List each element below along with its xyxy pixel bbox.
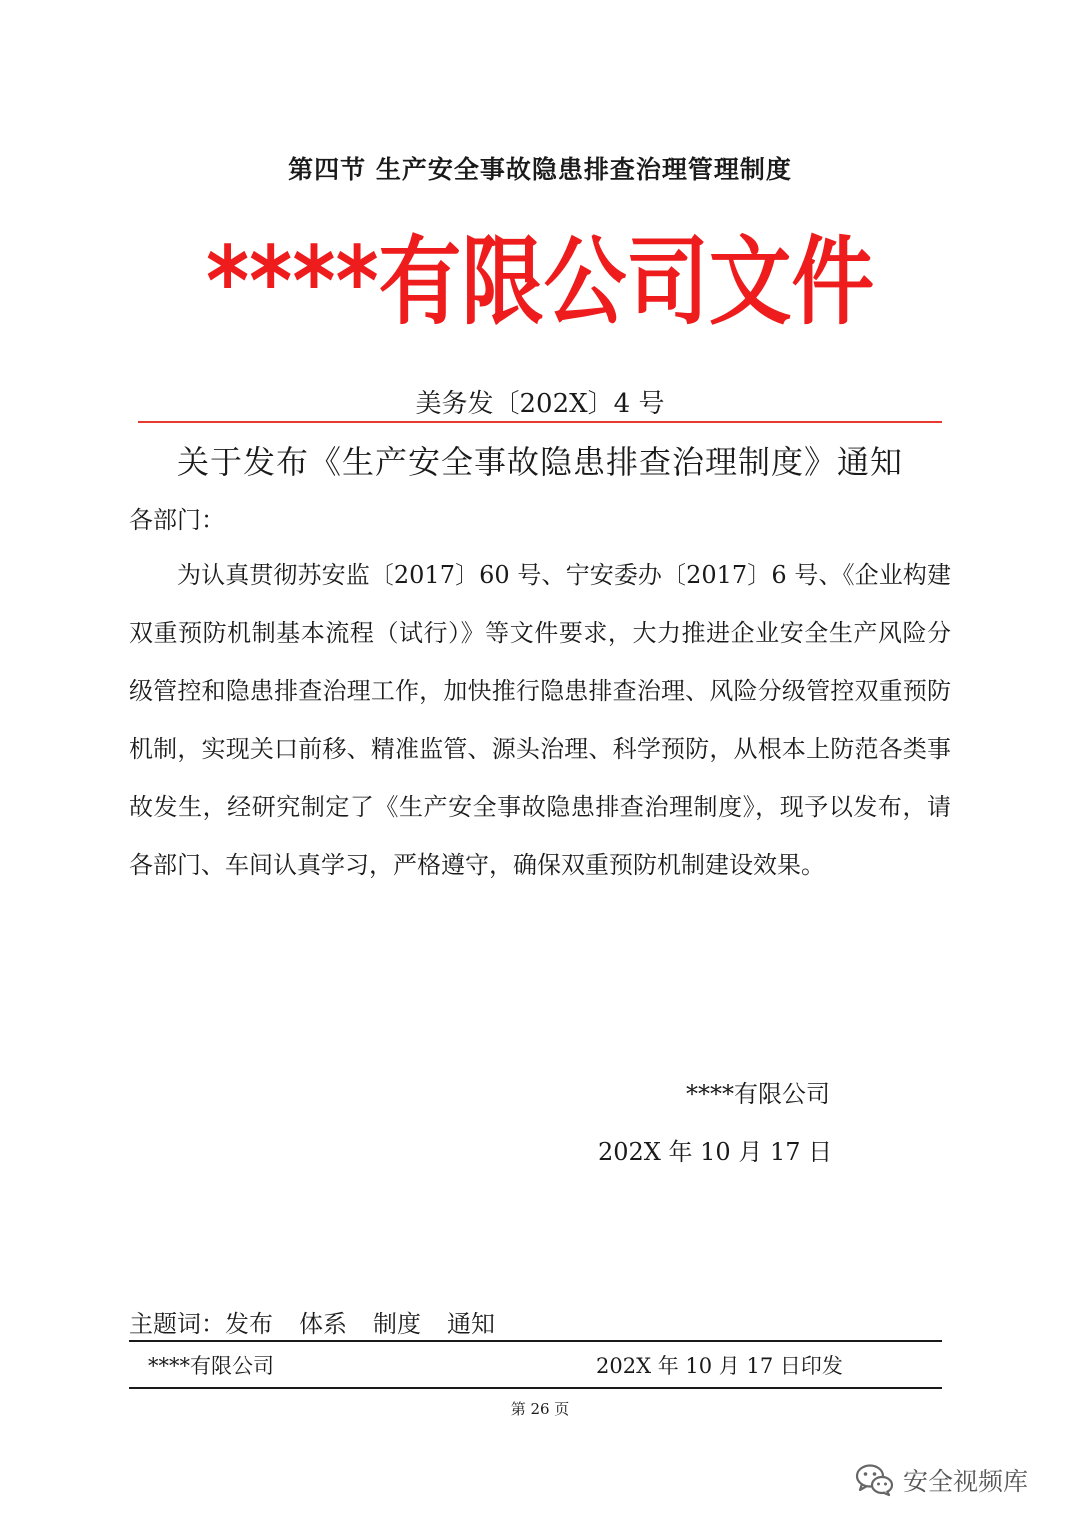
wechat-icon bbox=[855, 1463, 895, 1497]
footer-top-rule bbox=[129, 1340, 942, 1342]
salutation: 各部门： bbox=[129, 506, 225, 534]
subject-keyword: 制度 bbox=[373, 1310, 421, 1338]
section-title: 第四节 生产安全事故隐患排查治理管理制度 bbox=[288, 155, 792, 184]
red-document-header: ****有限公司文件 bbox=[205, 226, 875, 338]
subject-keyword: 发布 bbox=[225, 1310, 273, 1338]
subject-keywords bbox=[129, 1304, 521, 1339]
signature-date: 202X 年 10 月 17 日 bbox=[598, 1138, 833, 1166]
red-divider-line bbox=[138, 421, 942, 423]
footer-company: ****有限公司 bbox=[148, 1354, 274, 1378]
watermark bbox=[855, 1462, 1028, 1498]
watermark-text: 安全视频库 bbox=[903, 1467, 1029, 1496]
notice-title: 关于发布《生产安全事故隐患排查治理制度》通知 bbox=[176, 443, 903, 481]
signature-company: ****有限公司 bbox=[686, 1080, 830, 1108]
footer-bottom-rule bbox=[129, 1387, 942, 1389]
subject-label: 主题词： bbox=[129, 1310, 225, 1338]
document-number: 美务发〔202X〕4 号 bbox=[415, 389, 665, 419]
page-number: 第 26 页 bbox=[510, 1400, 570, 1418]
body-paragraph: 为认真贯彻苏安监〔2017〕60 号、宁安委办〔2017〕6 号、《企业构建双重预防机制基本流程（试行）》等文件要求，大力推进企业安全生产风险分级管控和隐患排查治理工作，加快推行隐患排查治理、风险分级管控双重预防机制，实现关口前移、精准监管、源头治理、科学预防，从根本上防范各类事故发生，经研究制定了《生产安全事故隐患排查治理制度》，现予以发布，请各部门、车间认真学习，严格遵守，确保双重预防机制建设效果。 bbox=[129, 561, 951, 879]
subject-keyword: 体系 bbox=[299, 1310, 347, 1338]
subject-keyword: 通知 bbox=[447, 1310, 495, 1338]
footer-print-date: 202X 年 10 月 17 日印发 bbox=[596, 1354, 843, 1378]
